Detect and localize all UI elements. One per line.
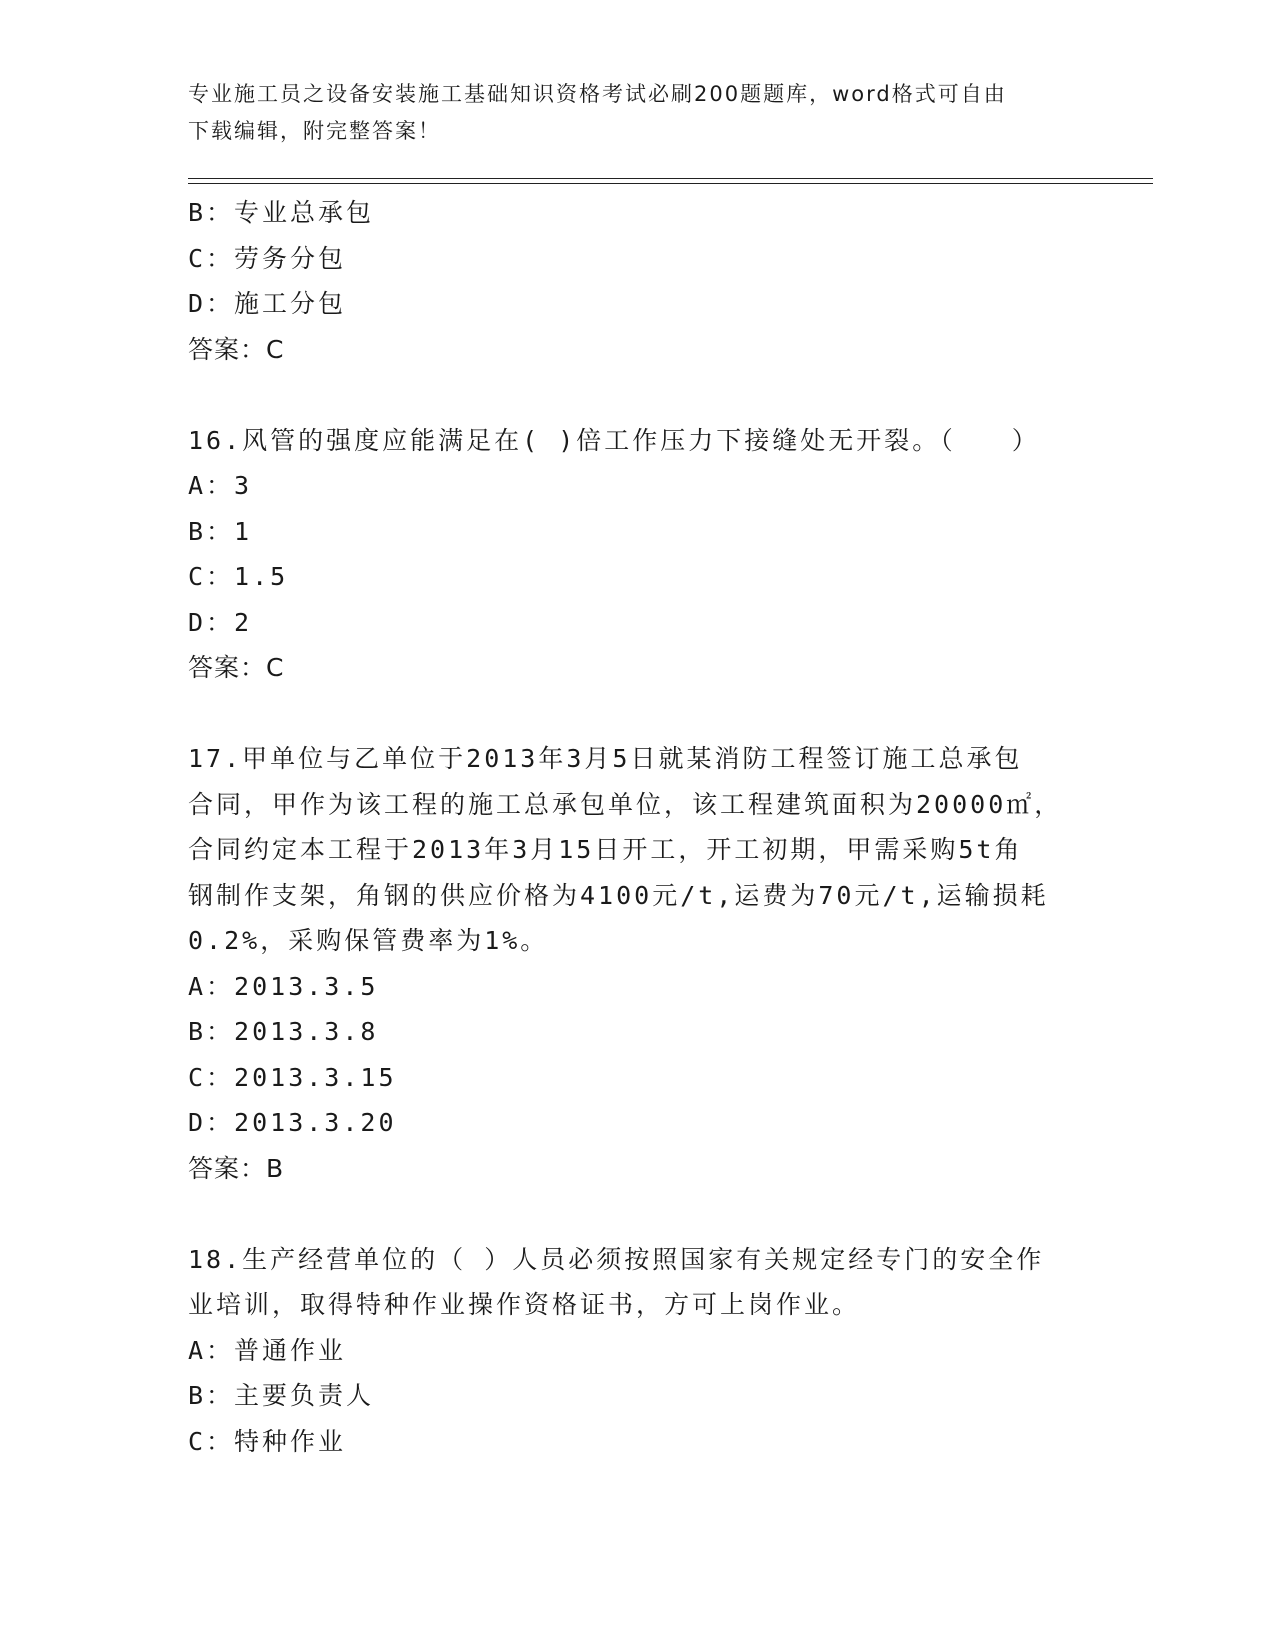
question-text-line: 0.2%，采购保管费率为1%。 xyxy=(188,926,549,955)
spacer xyxy=(188,372,1088,418)
header-divider-bottom xyxy=(188,183,1153,184)
question-text-line: 业培训，取得特种作业操作资格证书，方可上岗作业。 xyxy=(188,1290,861,1319)
question-16 xyxy=(188,418,1088,691)
answer-line: 答案：B xyxy=(188,1153,285,1183)
option-b: B：1 xyxy=(188,516,253,546)
option-d: D：2 xyxy=(188,607,253,637)
question-text-line: 合同约定本工程于2013年3月15日开工，开工初期，甲需采购5t角 xyxy=(188,835,1023,864)
option-a: A：2013.3.5 xyxy=(188,971,379,1001)
question-text-line: 钢制作支架，角钢的供应价格为4100元/t,运费为70元/t,运输损耗 xyxy=(188,880,1049,910)
option-c: C：特种作业 xyxy=(188,1426,347,1456)
option-c: C：2013.3.15 xyxy=(188,1062,397,1092)
answer-line: 答案：C xyxy=(188,334,285,364)
spacer xyxy=(188,1191,1088,1237)
option-d: D：施工分包 xyxy=(188,289,347,318)
option-c: C：劳务分包 xyxy=(188,243,347,273)
question-text-line: 16.风管的强度应能满足在( )倍工作压力下接缝处无开裂。（ ） xyxy=(188,425,1040,455)
document-header xyxy=(188,76,1088,150)
question-text-line: 17.甲单位与乙单位于2013年3月5日就某消防工程签订施工总承包 xyxy=(188,744,1023,773)
option-b: B：主要负责人 xyxy=(188,1381,375,1410)
question-18 xyxy=(188,1237,1088,1465)
answer-line: 答案：C xyxy=(188,653,285,682)
question-text-line: 合同，甲作为该工程的施工总承包单位，该工程建筑面积为20000㎡， xyxy=(188,789,1063,819)
question-text-line: 18.生产经营单位的（ ）人员必须按照国家有关规定经专门的安全作 xyxy=(188,1244,1045,1274)
question-content xyxy=(188,190,1088,1464)
header-line-1: 专业施工员之设备安装施工基础知识资格考试必刷200题题库，word格式可自由 xyxy=(188,82,1007,106)
option-b: B：专业总承包 xyxy=(188,198,375,227)
question-17 xyxy=(188,736,1088,1191)
header-divider-top xyxy=(188,178,1153,179)
header-line-2: 下载编辑，附完整答案！ xyxy=(188,119,441,143)
option-d: D：2013.3.20 xyxy=(188,1108,397,1137)
option-b: B：2013.3.8 xyxy=(188,1017,379,1046)
option-a: A：普通作业 xyxy=(188,1335,347,1365)
prev-question-block xyxy=(188,190,1088,372)
option-a: A：3 xyxy=(188,471,253,500)
option-c: C：1.5 xyxy=(188,562,289,591)
spacer xyxy=(188,691,1088,737)
